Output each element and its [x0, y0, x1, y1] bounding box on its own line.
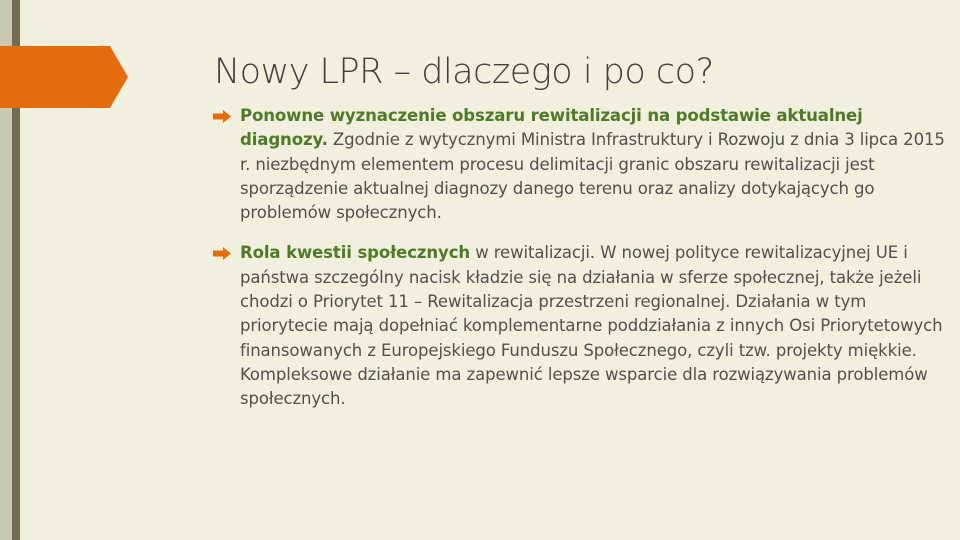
bullet-text: w rewitalizacji. W nowej polityce rewitalizacyjnej UE i państwa szczególny nacisk kładzie się na działania w sferze społecznej, także jeżeli chodzi o Priorytet 11 – Rewitalizacja przestrzeni regionalnej. Działania w tym priorytecie mają dopełniać komplementarne poddziałania z innych Osi Priorytetowych finansowanych z Europejskiego Funduszu Społecznego, czyli tzw. projekty miękkie. Kompleksowe działanie ma zapewnić lepsze wsparcie dla rozwiązywania problemów społecznych. — [240, 243, 943, 409]
bullet-item — [212, 104, 950, 225]
slide-content — [212, 104, 950, 412]
bullet-text: Zgodnie z wytycznymi Ministra Infrastruktury i Rozwoju z dnia 3 lipca 2015 r. niezbędnym elementem procesu delimitacji granic obszaru rewitalizacji jest sporządzenie aktualnej diagnozy danego terenu oraz analizy dotykających go problemów społecznych. — [240, 130, 945, 223]
bullet-item — [212, 241, 950, 411]
bullet-bold-text: Ponowne wyznaczenie obszaru rewitalizacji na podstawie aktualnej diagnozy. — [240, 106, 863, 150]
arrow-bullet-icon — [212, 247, 232, 260]
arrow-bullet-icon — [212, 110, 232, 123]
slide-title: Nowy LPR – dlaczego i po co? — [214, 52, 714, 92]
accent-arrow-shape — [0, 46, 140, 108]
bullet-bold-text: Rola kwestii społecznych — [240, 243, 471, 263]
